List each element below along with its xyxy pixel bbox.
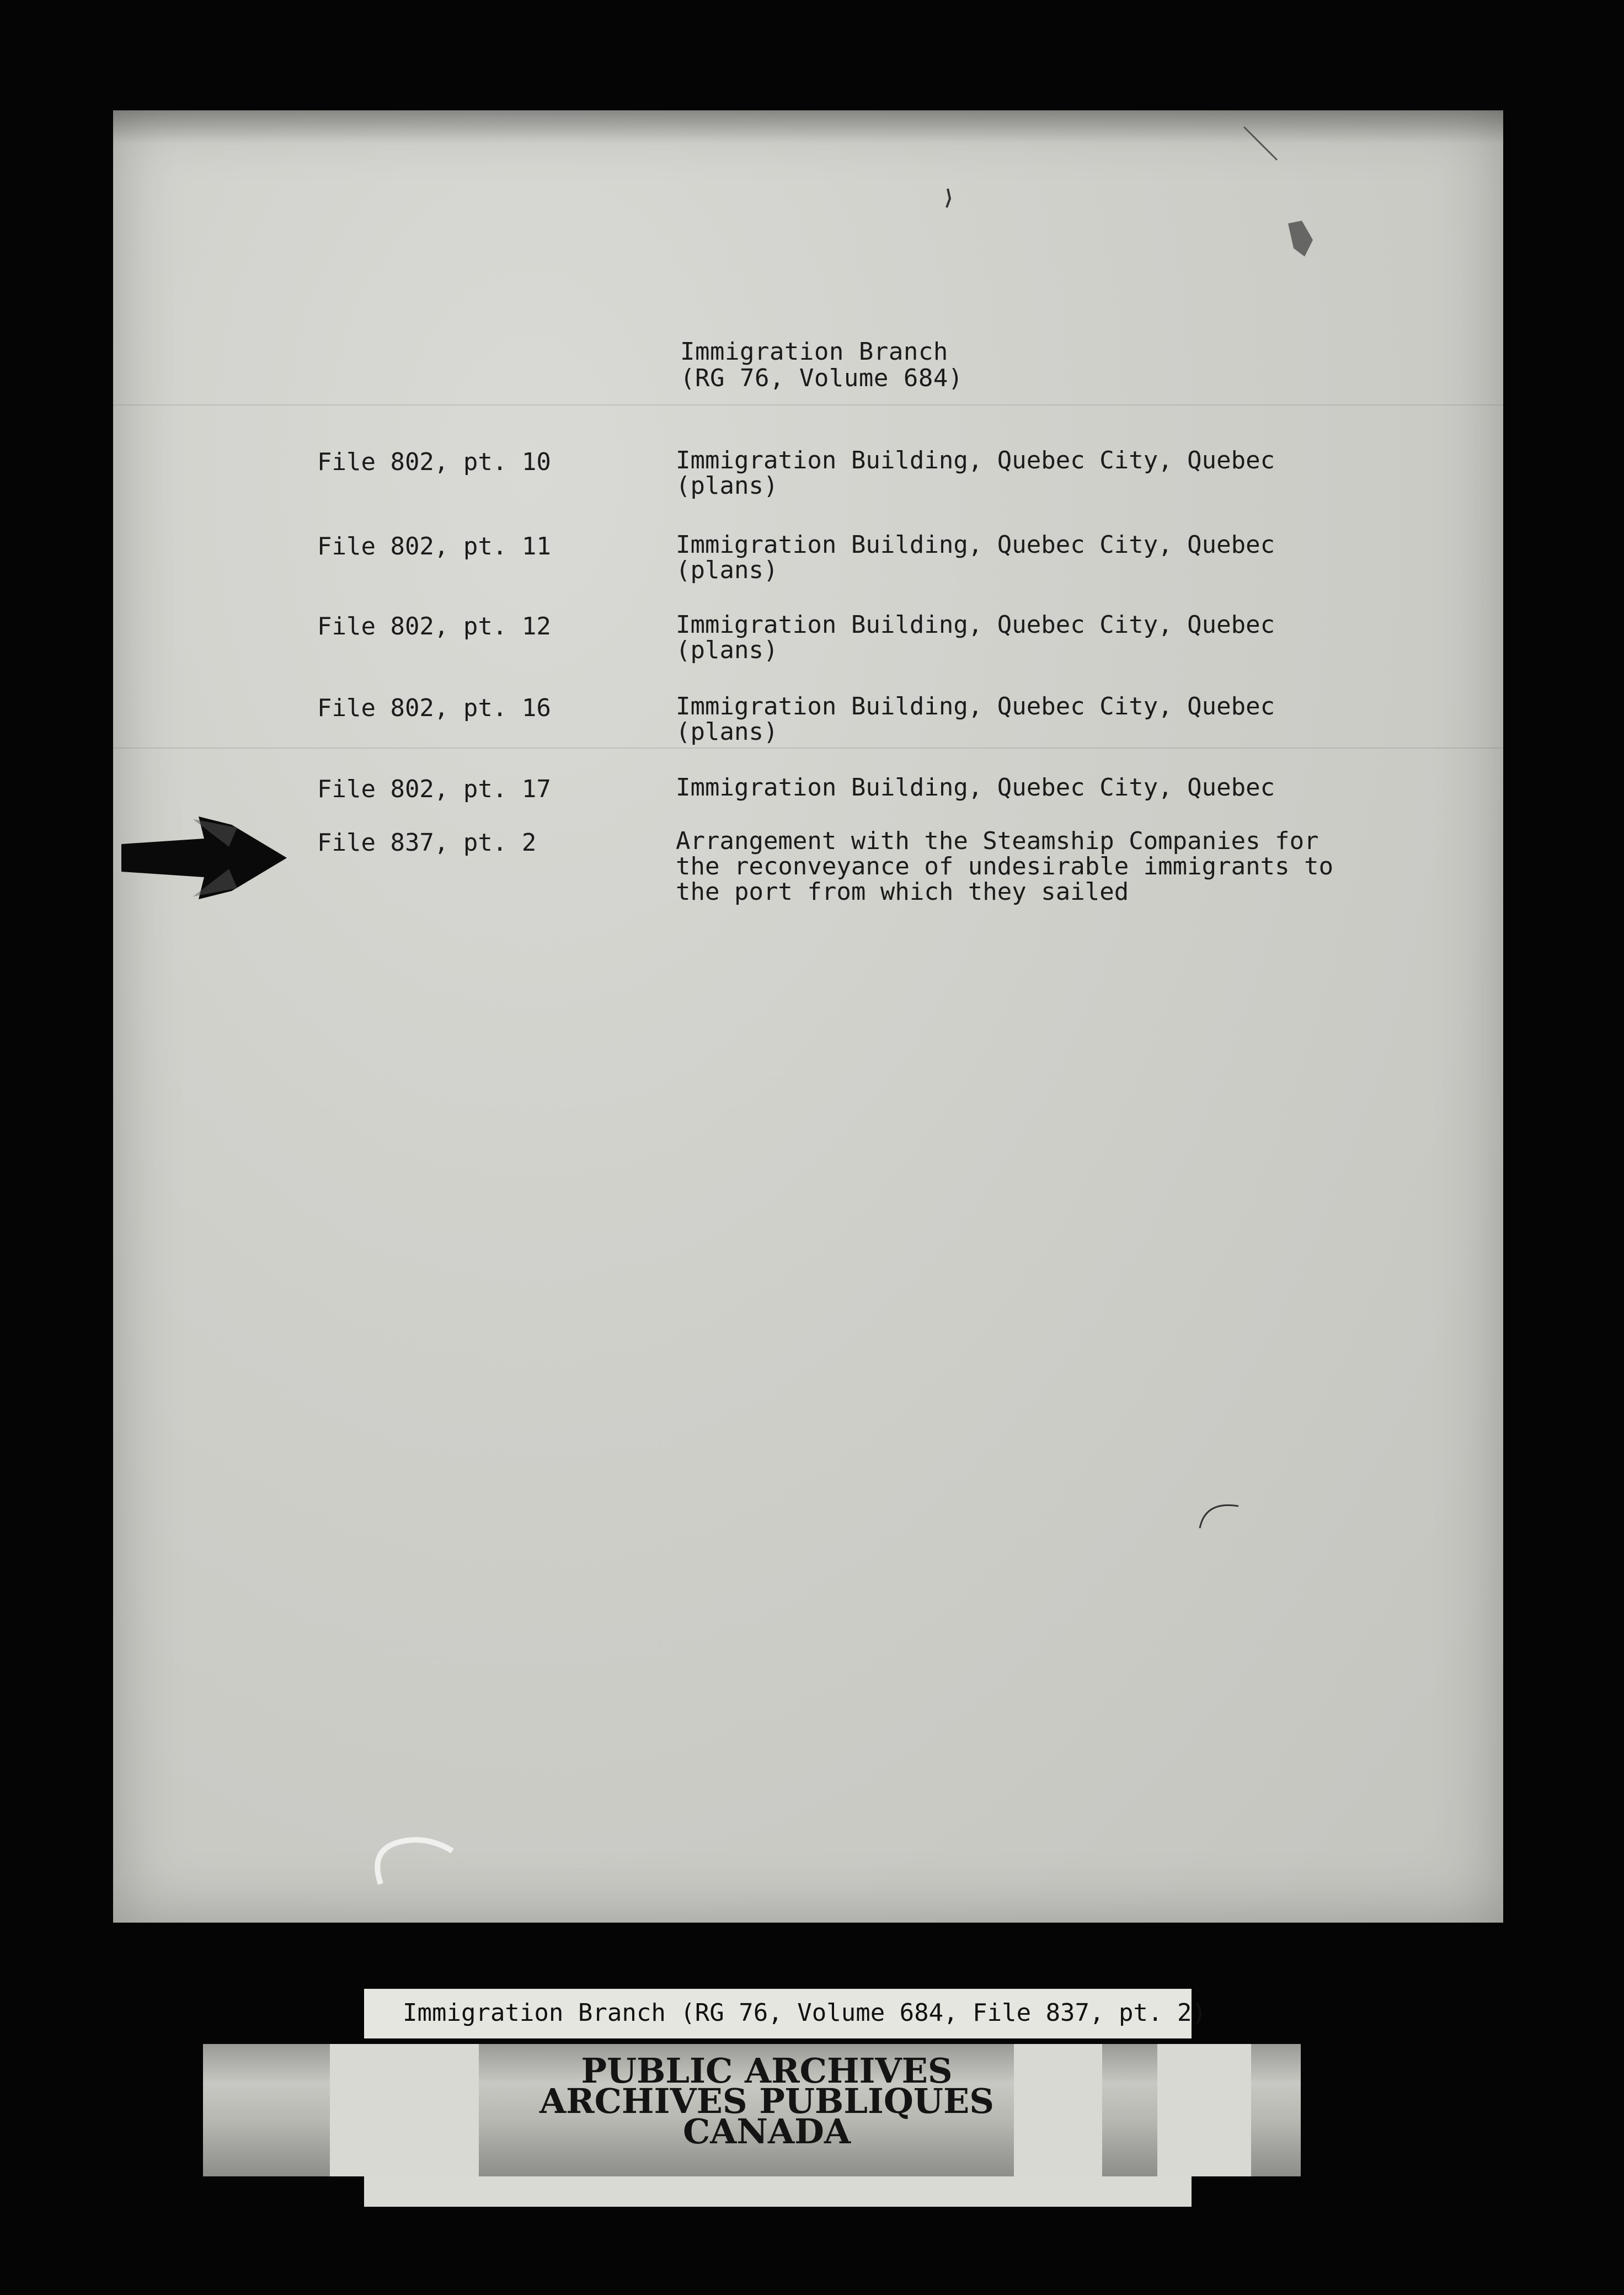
- file-description-line-1: Immigration Building, Quebec City, Quebec: [676, 773, 1275, 802]
- file-description-line-1: Immigration Building, Quebec City, Quebec: [676, 611, 1275, 639]
- file-description-line-1: Immigration Building, Quebec City, Quebec: [676, 531, 1275, 559]
- file-description: [676, 532, 1275, 583]
- file-description-line-2: (plans): [676, 556, 778, 584]
- file-number: File 802, pt. 17: [317, 775, 551, 803]
- heading-line-1: Immigration Branch: [680, 338, 948, 366]
- archival-label: [364, 1989, 1206, 2038]
- file-description-line-1: Arrangement with the Steamship Companies for: [676, 827, 1319, 855]
- file-number: File 837, pt. 2: [317, 829, 537, 857]
- pointer-arrow-icon: [121, 814, 303, 902]
- file-number: File 802, pt. 16: [317, 694, 551, 722]
- file-description-line-1: Immigration Building, Quebec City, Quebec: [676, 692, 1275, 720]
- stamp-tab: [1157, 2044, 1251, 2176]
- file-description-line-1: Immigration Building, Quebec City, Quebec: [676, 446, 1275, 474]
- fold-line: [113, 748, 1503, 749]
- file-number: File 802, pt. 10: [317, 448, 551, 476]
- file-description: [676, 694, 1275, 745]
- file-number: File 802, pt. 11: [317, 532, 551, 561]
- heading-line-2: (RG 76, Volume 684): [680, 364, 963, 392]
- stamp-text-line-3: CANADA: [682, 2111, 851, 2152]
- ink-line-icon: [1238, 121, 1283, 166]
- stamp-tab: [1014, 2044, 1102, 2176]
- file-description-line-3: the port from which they sailed: [676, 878, 1129, 906]
- fold-line: [113, 404, 1503, 405]
- file-description-line-2: (plans): [676, 472, 778, 500]
- file-description: [676, 829, 1333, 905]
- document-page: [113, 110, 1503, 1923]
- file-description-line-2: (plans): [676, 636, 778, 664]
- stamp-text-line-2: ARCHIVES PUBLIQUES: [539, 2081, 995, 2121]
- ink-curve-icon: [1194, 1495, 1244, 1534]
- file-description-line-2: (plans): [676, 718, 778, 746]
- file-description: [676, 775, 1275, 800]
- ink-mark-icon: [943, 188, 954, 210]
- file-description: [676, 448, 1275, 499]
- document-heading: [680, 339, 963, 392]
- archival-label-text: Immigration Branch (RG 76, Volume 684, File 837, pt. 2): [403, 1999, 1206, 2027]
- file-number: File 802, pt. 12: [317, 612, 551, 641]
- stamp-tab: [330, 2044, 479, 2176]
- file-description: [676, 612, 1275, 663]
- label-bottom-strip: [364, 2176, 1192, 2207]
- stamp-text-line-1: PUBLIC ARCHIVES: [581, 2051, 953, 2091]
- ink-smudge-icon: [1283, 218, 1316, 262]
- file-description-line-2: the reconveyance of undesirable immigrants to: [676, 852, 1334, 880]
- paper-tear-icon: [364, 1829, 463, 1890]
- page-top-shadow: [113, 110, 1503, 143]
